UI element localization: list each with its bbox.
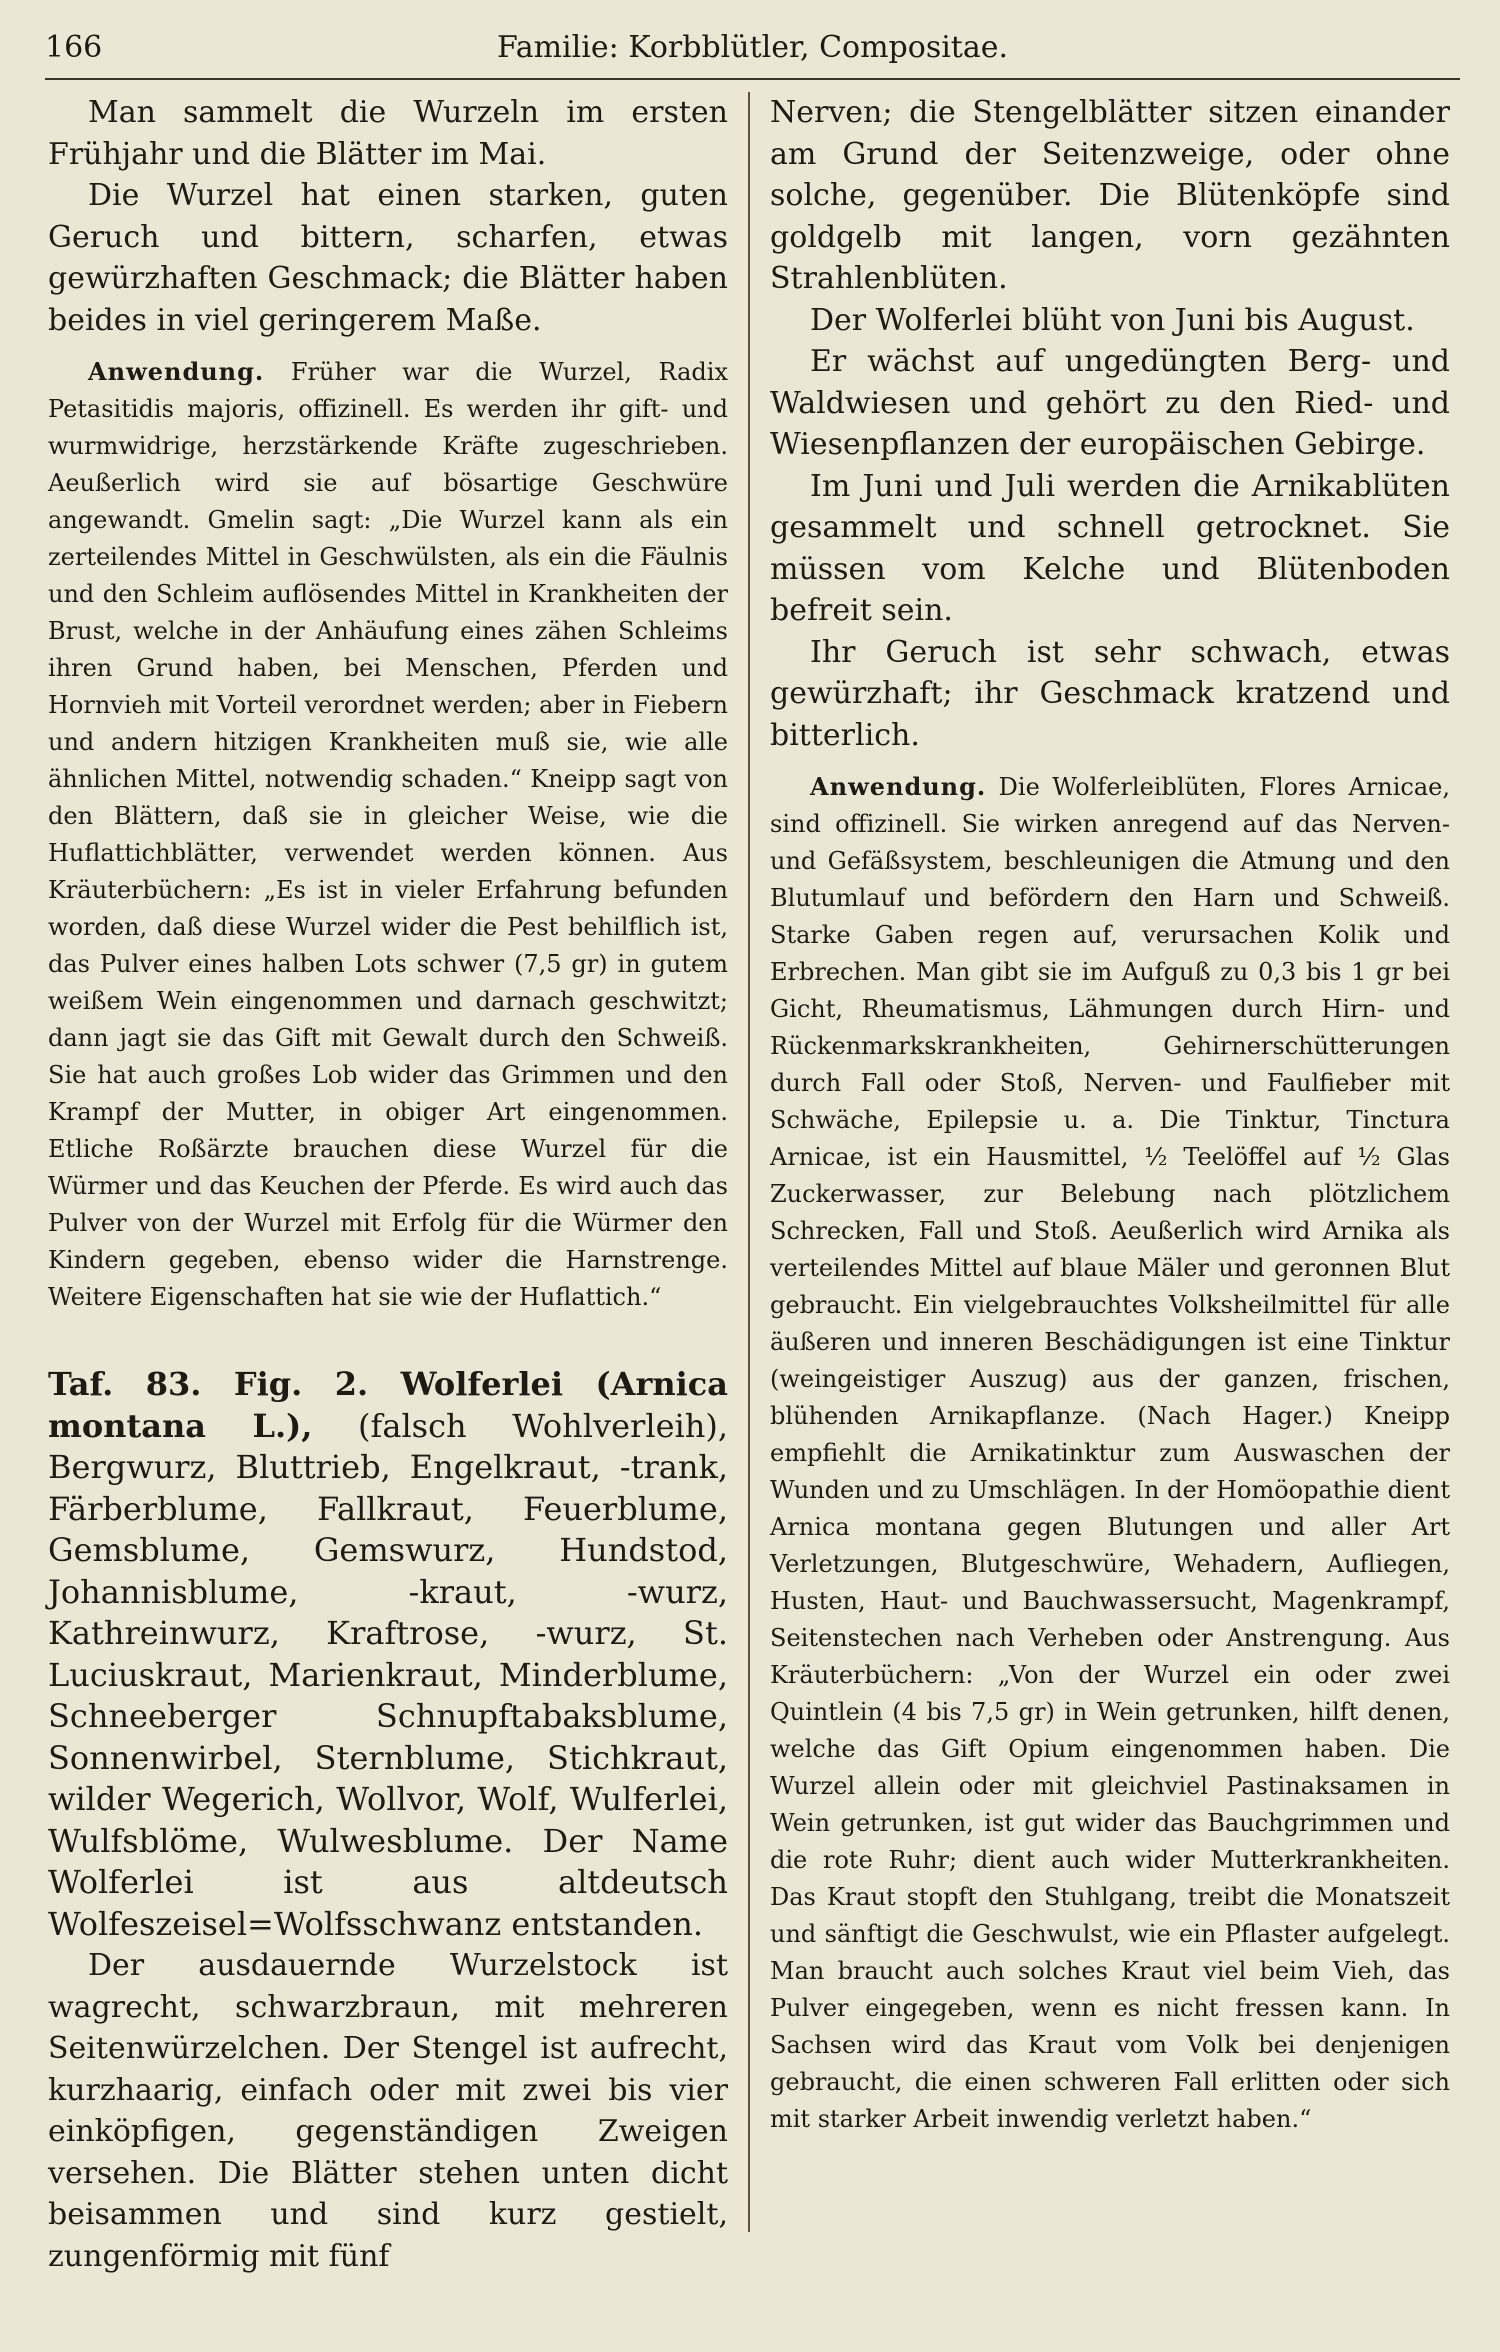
page-header: [45, 22, 1460, 80]
paragraph-smell-taste: Die Wurzel hat einen starken, guten Geruch und bittern, scharfen, etwas gewürzhaften Geschmack; die Blätter haben beides in viel geringerem Maße.: [48, 178, 728, 338]
paragraph-usage-arnica: [770, 768, 1450, 2138]
page-number: 166: [45, 30, 103, 65]
species-synonyms: (falsch Wohlverleih), Bergwurz, Bluttrieb, Engelkraut, -trank, Färberblume, Fallkraut, Feuerblume, Gemsblume, Gemswurz, Hundstod, Johannisblume, -kraut, -wurz, Kathreinwurz, Kraftrose, -wurz, St. Luciuskraut, Marienkraut, Minderblume, Schneeberger Schnupftabaksblume, Sonnenwirbel, Sternblume, Stichkraut, wilder Wegerich, Wollvor, Wolf, Wulferlei, Wulfsblöme, Wulwesblume. Der Name Wolferlei ist aus altdeutsch Wolfeszeisel=Wolfsschwanz entstanden.: [48, 1406, 729, 1943]
column-divider: [748, 92, 750, 2232]
species-title: Taf. 83. Fig. 2. Wolferlei (Arnica montana L.),: [48, 1365, 728, 1445]
usage-heading-arnica: Anwendung.: [810, 772, 987, 801]
paragraph-harvest: Im Juni und Juli werden die Arnikablüten gesammelt und schnell getrocknet. Sie müssen vom Kelche und Blütenboden befreit sein.: [770, 468, 1450, 628]
usage-text: Früher war die Wurzel, Radix Petasitidis majoris, offizinell. Es werden ihr gift- und wurmwidrige, herzstärkende Kräfte zugeschrieben. Aeußerlich wird sie auf bösartige Geschwüre angewandt. Gmelin sagt: „Die Wurzel kann als ein zerteilendes Mittel in Geschwülsten, als ein die Fäulnis und den Schleim auflösendes Mittel in Krankheiten der Brust, welche in der Anhäufung eines zähen Schleims ihren Grund haben, bei Menschen, Pferden und Hornvieh mit Vorteil verordnet werden; aber in Fiebern und andern hitzigen Krankheiten muß sie, wie alle ähnlichen Mittel, notwendig schaden.“ Kneipp sagt von den Blättern, daß sie in gleicher Weise, wie die Huflattichblätter, verwendet werden können. Aus Kräuterbüchern: „Es ist in vieler Erfahrung befunden worden, daß diese Wurzel wider die Pest behilflich ist, das Pulver eines halben Lots schwer (7,5 gr) in gutem weißem Wein eingenommen und darnach geschwitzt; dann jagt sie das Gift mit Gewalt durch den Schweiß. Sie hat auch großes Lob wider das Grimmen und den Krampf der Mutter, in obiger Art eingenommen. Etliche Roßärzte brauchen diese Wurzel für die Würmer und das Keuchen der Pferde. Es wird auch das Pulver von der Wurzel mit Erfolg für die Würmer den Kindern gegeben, ebenso wider die Harnstrenge. Weitere Eigenschaften hat sie wie der Huflattich.“: [48, 358, 728, 1311]
paragraph-smell: Ihr Geruch ist sehr schwach, etwas gewürzhaft; ihr Geschmack kratzend und bitterlich.: [770, 634, 1450, 753]
usage-text-arnica: Die Wolferleiblüten, Flores Arnicae, sind offizinell. Sie wirken anregend auf das Nerven- und Gefäßsystem, beschleunigen die Atmung und den Blutumlauf und befördern den Harn und Schweiß. Starke Gaben regen auf, verursachen Kolik und Erbrechen. Man gibt sie im Aufguß zu 0,3 bis 1 gr bei Gicht, Rheumatismus, Lähmungen durch Hirn- und Rückenmarkskrankheiten, Gehirnerschütterungen durch Fall oder Stoß, Nerven- und Faulfieber mit Schwäche, Epilepsie u. a. Die Tinktur, Tinctura Arnicae, ist ein Hausmittel, ½ Teelöffel auf ½ Glas Zuckerwasser, zur Belebung nach plötzlichem Schrecken, Fall und Stoß. Aeußerlich wird Arnika als verteilendes Mittel auf blaue Mäler und geronnen Blut gebraucht. Ein vielgebrauchtes Volksheilmittel für alle äußeren und inneren Beschädigungen ist eine Tinktur (weingeistiger Auszug) aus der ganzen, frischen, blühenden Arnikapflanze. (Nach Hager.) Kneipp empfiehlt die Arnikatinktur zum Auswaschen der Wunden und zu Umschlägen. In der Homöopathie dient Arnica montana gegen Blutungen und aller Art Verletzungen, Blutgeschwüre, Wehadern, Aufliegen, Husten, Haut- und Bauchwassersucht, Magenkrampf, Seitenstechen nach Verheben oder Anstrengung. Aus Kräuterbüchern: „Von der Wurzel ein oder zwei Quintlein (4 bis 7,5 gr) in Wein getrunken, hilft denen, welche das Gift Opium eingenommen haben. Die Wurzel allein oder mit gleichviel Pastinaksamen in Wein getrunken, ist gut wider das Bauchgrimmen und die rote Ruhr; dient auch wider Mutterkrankheiten. Das Kraut stopft den Stuhlgang, treibt die Monatszeit und sänftigt die Geschwulst, wie ein Pflaster aufgelegt. Man braucht auch solches Kraut viel beim Vieh, das Pulver eingegeben, wenn es nicht fressen kann. In Sachsen wird das Kraut vom Volk bei denjenigen gebraucht, die einen schweren Fall erlitten oder sich mit starker Arbeit inwendig verletzt haben.“: [770, 773, 1450, 2133]
paragraph-leaves-continued: Nerven; die Stengelblätter sitzen einander am Grund der Seitenzweige, oder ohne solche, gegenüber. Die Blütenköpfe sind goldgelb mit langen, vorn gezähnten Strahlenblüten.: [770, 95, 1450, 296]
running-head: Familie: Korbblütler, Compositae.: [496, 30, 1009, 65]
right-column: [770, 92, 1450, 2242]
left-column: [48, 92, 729, 2274]
paragraph-rootstock: Der ausdauernde Wurzelstock ist wagrecht, schwarzbraun, mit mehreren Seitenwürzelchen. Der Stengel ist aufrecht, kurzhaarig, einfach oder mit zwei bis vier einköpfigen, gegenständigen Zweigen versehen. Die Blätter stehen unten dicht beisammen und sind kurz gestielt, zungenförmig mit fünf: [48, 1948, 728, 2274]
paragraph-habitat: Er wächst auf ungedüngten Berg- und Waldwiesen und gehört zu den Ried- und Wiesenpflanzen der europäischen Gebirge.: [770, 344, 1450, 462]
paragraph-collection: Man sammelt die Wurzeln im ersten Frühjahr und die Blätter im Mai.: [48, 95, 728, 172]
paragraph-usage: [48, 353, 728, 1316]
usage-heading: Anwendung.: [88, 357, 265, 386]
species-entry: [48, 1364, 728, 1945]
paragraph-flowering: Der Wolferlei blüht von Juni bis August.: [810, 302, 1415, 338]
